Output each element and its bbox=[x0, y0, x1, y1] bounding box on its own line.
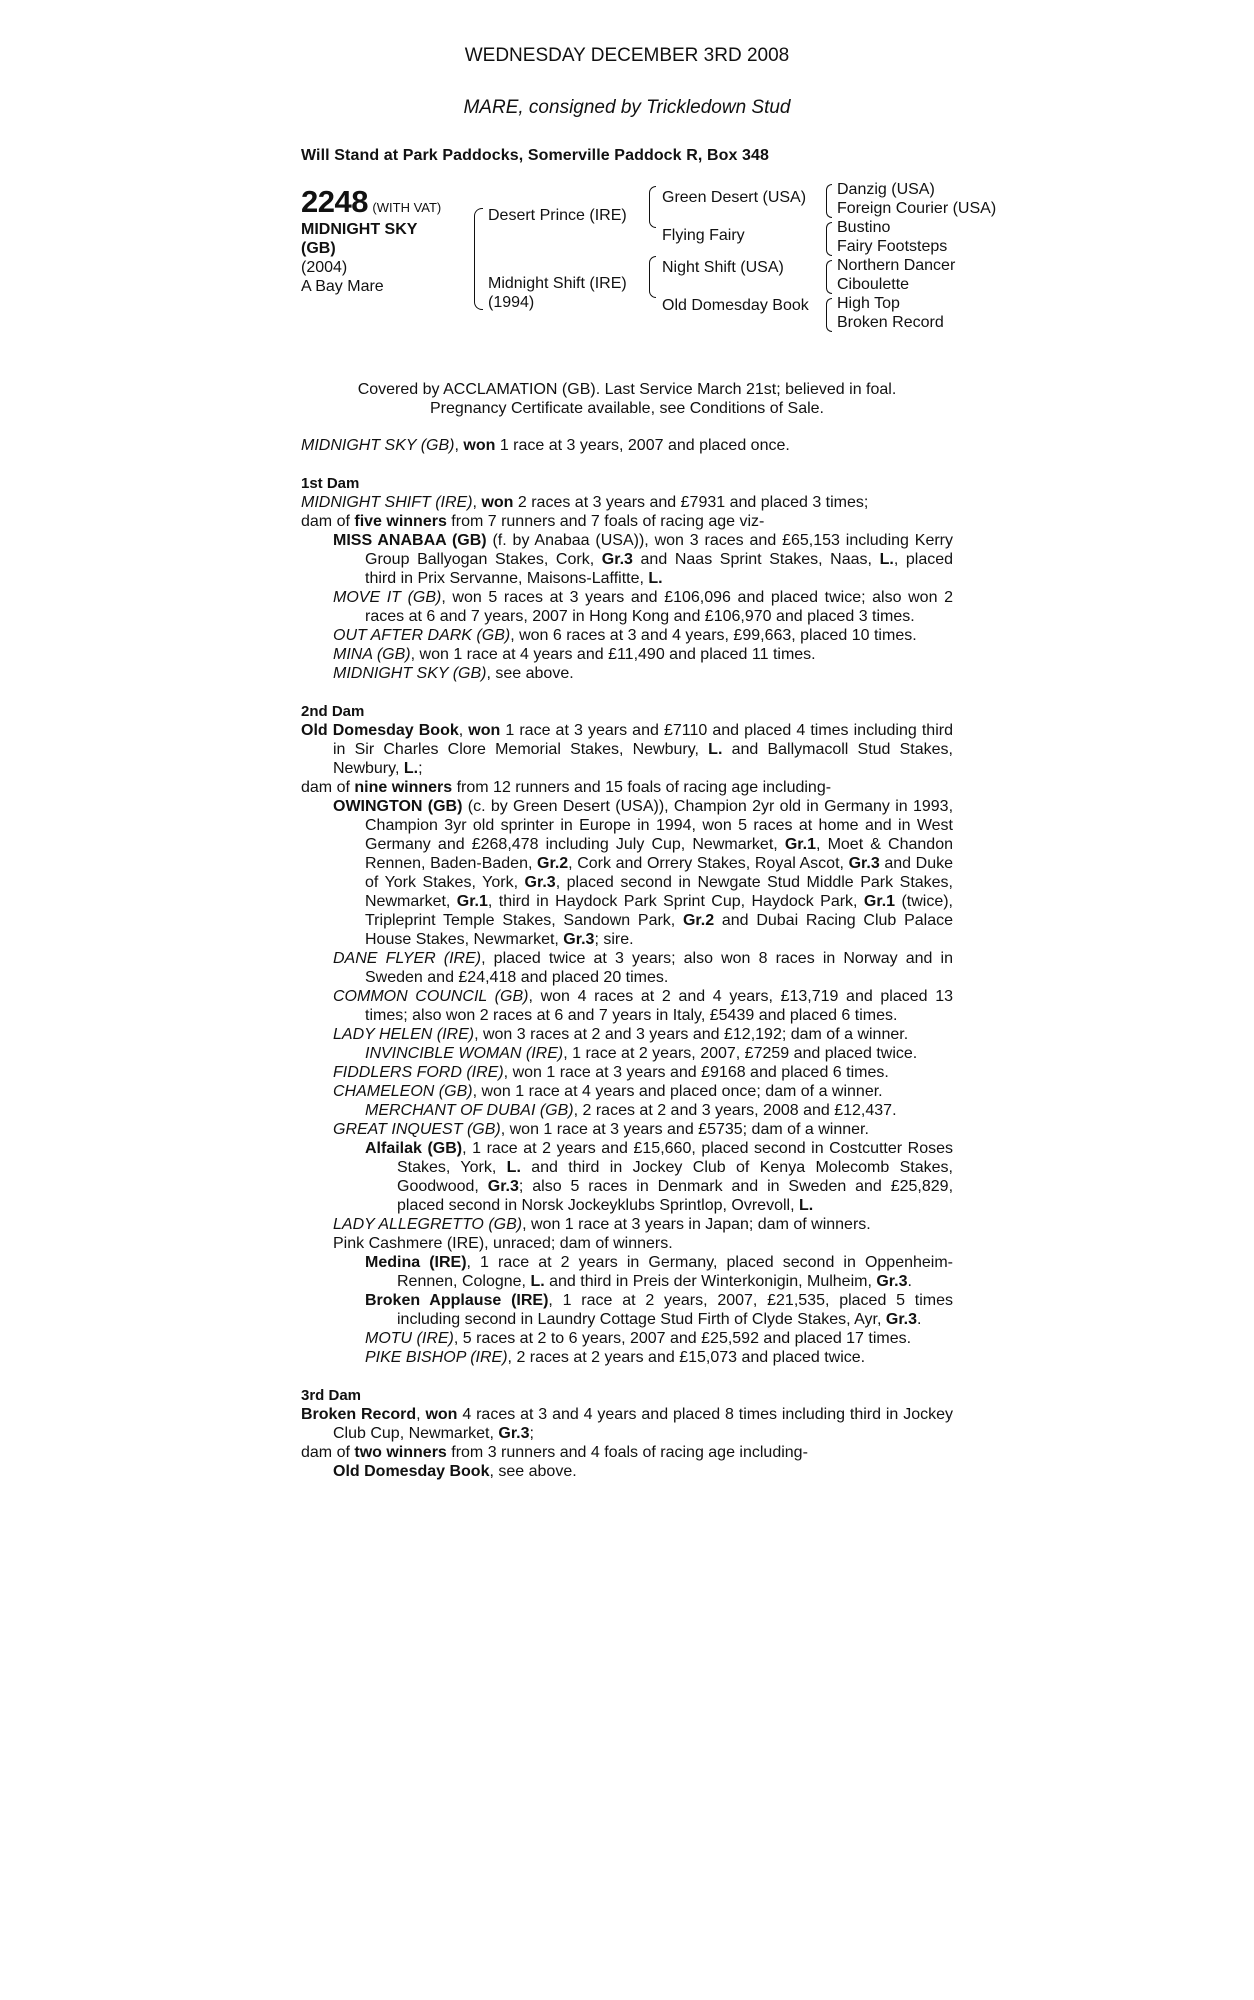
lot-heading bbox=[301, 186, 441, 218]
dam-year: (1994) bbox=[488, 294, 535, 311]
foal-text: and Duke of York Stakes, York, bbox=[365, 855, 953, 891]
dam-name: Old Domesday Book bbox=[301, 722, 459, 739]
dam-text: 2 races at 3 years and £7931 and placed 3 times; bbox=[513, 494, 869, 511]
foal-record bbox=[301, 949, 953, 987]
foal-text: , won 1 race at 4 years and £11,490 and placed 11 times. bbox=[410, 646, 816, 663]
first-dam-heading: 1st Dam bbox=[301, 475, 360, 492]
foal-text: . bbox=[917, 1311, 922, 1328]
third-dam-foal bbox=[301, 1462, 953, 1481]
pedigree-brace bbox=[826, 260, 832, 294]
dam-text: 4 races at 3 and 4 years and placed 8 times including third in Jockey Club Cup, Newmarket, bbox=[333, 1406, 954, 1442]
foal-text: , see above. bbox=[489, 1463, 577, 1480]
foal-text: L. bbox=[879, 551, 894, 568]
first-dam-produce bbox=[301, 512, 953, 531]
foal-record bbox=[301, 1234, 953, 1253]
foal-text: , won 1 race at 3 years and £9168 and placed 6 times. bbox=[503, 1064, 889, 1081]
foal-record bbox=[301, 1215, 953, 1234]
foal-text: , won 1 race at 4 years and placed once; dam of a winner. bbox=[472, 1083, 883, 1100]
foal-record bbox=[301, 1139, 953, 1215]
foal-record bbox=[301, 531, 953, 588]
listed-label: L. bbox=[708, 741, 723, 758]
foal-record bbox=[301, 1063, 953, 1082]
first-dam-record: MIDNIGHT SHIFT (IRE), won 2 races at 3 years and £7931 and placed 3 times; bbox=[301, 494, 869, 511]
covering-note bbox=[301, 380, 953, 418]
foal-text: , won 1 race at 3 years and £5735; dam of a winner. bbox=[500, 1121, 869, 1138]
foal-text: , won 5 races at 3 years and £106,096 and placed twice; also won 2 races at 6 and 7 years, 2007 in Hong Kong and £106,970 and placed 3 times. bbox=[365, 589, 954, 625]
foal-text: and third in Jockey Club of Kenya Molecomb Stakes, Goodwood, bbox=[397, 1159, 953, 1195]
dam-text: ; bbox=[418, 760, 423, 777]
foal-text: , placed second in Newgate Stud Middle Park Stakes, Newmarket, bbox=[365, 874, 953, 910]
pedigree-brace bbox=[649, 186, 656, 228]
foal-name: MISS ANABAA (GB) bbox=[333, 532, 487, 549]
foal-name: CHAMELEON (GB) bbox=[333, 1083, 473, 1100]
foal-record bbox=[301, 1329, 953, 1348]
sale-date: WEDNESDAY DECEMBER 3RD 2008 bbox=[464, 45, 790, 66]
foal-name: MERCHANT OF DUBAI (GB) bbox=[365, 1102, 574, 1119]
foal-name: FIDDLERS FORD (IRE) bbox=[333, 1064, 504, 1081]
third-dam-produce bbox=[301, 1443, 953, 1462]
foal-name: LADY HELEN (IRE) bbox=[333, 1026, 475, 1043]
consignor-line: MARE, consigned by Trickledown Stud bbox=[463, 97, 791, 118]
foal-text: and Naas Sprint Stakes, Naas, bbox=[632, 551, 880, 568]
second-dam-record: Old Domesday Book, won 1 race at 3 years and £7110 and placed 4 times including third in Sir Charles Clore Memorial Stakes, Newbury, L. and Ballymacoll Stud Stakes, Newbury, L.; bbox=[301, 722, 953, 777]
foal-name: LADY ALLEGRETTO (GB) bbox=[333, 1216, 523, 1233]
foal-name: Old Domesday Book bbox=[333, 1463, 490, 1480]
foal-record bbox=[301, 1291, 953, 1329]
foal-text: ; sire. bbox=[594, 931, 634, 948]
foal-record bbox=[301, 626, 953, 645]
gg-1: Danzig (USA) bbox=[837, 181, 935, 198]
horse-description: A Bay Mare bbox=[301, 278, 384, 295]
pedigree-brace bbox=[826, 184, 832, 218]
foal-text: (twice), Tripleprint Temple Stakes, Sandown Park, bbox=[365, 893, 954, 929]
intro-text: 1 race at 3 years, 2007 and placed once. bbox=[495, 437, 790, 454]
dam-of-label: dam of bbox=[301, 779, 355, 796]
second-dam-produce bbox=[301, 778, 953, 797]
foal-name: INVINCIBLE WOMAN (IRE) bbox=[365, 1045, 564, 1062]
produce-record bbox=[301, 436, 953, 1481]
covering-line: Covered by ACCLAMATION (GB). Last Service March 21st; believed in foal. bbox=[357, 381, 897, 398]
winners-count: two winners bbox=[354, 1444, 447, 1461]
foal-text: (c. by Green Desert (USA)), Champion 2yr old in Germany in 1993, Champion 3yr old sprinter in Europe in 1994, won 5 races at home and in West Germany and £268,478 including July Cup, Newmarket, bbox=[365, 798, 954, 853]
horse-name: MIDNIGHT SKY bbox=[301, 221, 418, 238]
foal-text: Gr.3 bbox=[876, 1273, 908, 1290]
foal-text: , won 6 races at 3 and 4 years, £99,663, placed 10 times. bbox=[510, 627, 917, 644]
horse-year: (2004) bbox=[301, 259, 348, 276]
foal-name: Pink Cashmere (IRE), unraced; dam of winners. bbox=[333, 1235, 673, 1252]
foal-record bbox=[301, 1044, 953, 1063]
foal-record bbox=[301, 664, 953, 683]
foal-name: MINA (GB) bbox=[333, 646, 411, 663]
foal-text: , won 4 races at 2 and 4 years, £13,719 and placed 13 times; also won 2 races at 6 and 7 years in Italy, £5439 and placed 6 times. bbox=[365, 988, 954, 1024]
foal-text: Gr.3 bbox=[848, 855, 880, 872]
foal-text: L. bbox=[798, 1197, 814, 1214]
foal-name: OWINGTON (GB) bbox=[333, 798, 463, 815]
third-dam-heading: 3rd Dam bbox=[301, 1387, 362, 1404]
foal-text: (f. by Anabaa (USA)), won 3 races and £65,153 including Kerry Group Ballyogan Stakes, Cork, bbox=[365, 532, 953, 568]
foal-name: GREAT INQUEST (GB) bbox=[333, 1121, 501, 1138]
listed-label: L. bbox=[403, 760, 419, 777]
foal-text: L. bbox=[506, 1159, 521, 1176]
foal-text: . bbox=[907, 1273, 912, 1290]
foal-text: Gr.3 bbox=[487, 1178, 519, 1195]
foal-text: ; also 5 races in Denmark and in Sweden and £25,829, placed second in Norsk Jockeyklubs Sprintlop, Ovrevoll, bbox=[397, 1178, 954, 1214]
foal-name: Broken Applause (IRE) bbox=[365, 1292, 549, 1309]
foal-name: COMMON COUNCIL (GB) bbox=[333, 988, 529, 1005]
pedigree-brace bbox=[649, 256, 656, 298]
foal-text: , 1 race at 2 years and £15,660, placed second in Costcutter Roses Stakes, York, bbox=[397, 1140, 953, 1176]
gg-3: Bustino bbox=[837, 219, 891, 236]
foal-text: , 2 races at 2 and 3 years, 2008 and £12,437. bbox=[573, 1102, 897, 1119]
pedigree-brace bbox=[474, 208, 483, 310]
foal-record bbox=[301, 1120, 953, 1139]
foal-text: , placed third in Prix Servanne, Maisons-Laffitte, bbox=[365, 551, 954, 587]
foal-text: Gr.1 bbox=[784, 836, 816, 853]
won-label: won bbox=[425, 1406, 458, 1423]
winners-count: nine winners bbox=[354, 779, 453, 796]
second-dam-heading: 2nd Dam bbox=[301, 703, 365, 720]
produce-text: from 7 runners and 7 foals of racing age viz- bbox=[446, 513, 765, 530]
second-dam-foals bbox=[301, 797, 953, 1367]
foal-text: and third in Preis der Winterkonigin, Mulheim, bbox=[544, 1273, 877, 1290]
gg-7: High Top bbox=[837, 295, 900, 312]
foal-name: Medina (IRE) bbox=[365, 1254, 467, 1271]
foal-text: , see above. bbox=[486, 665, 574, 682]
foal-text: , placed twice at 3 years; also won 8 races in Norway and in Sweden and £24,418 and placed 20 times. bbox=[365, 950, 953, 986]
dam: Midnight Shift (IRE) bbox=[488, 275, 627, 292]
third-dam-record: Broken Record, won 4 races at 3 and 4 years and placed 8 times including third in Jockey Club Cup, Newmarket, Gr.3; bbox=[301, 1406, 954, 1442]
intro-paragraph: MIDNIGHT SKY (GB), won 1 race at 3 years, 2007 and placed once. bbox=[301, 437, 790, 454]
foal-text: Gr.2 bbox=[537, 855, 569, 872]
group-label: Gr.3 bbox=[498, 1425, 530, 1442]
first-dam-foals bbox=[301, 531, 953, 683]
foal-record bbox=[301, 588, 953, 626]
dam-text: 1 race at 3 years and £7110 and placed 4 times including third in Sir Charles Clore Memorial Stakes, Newbury, bbox=[333, 722, 953, 758]
pedigree-table bbox=[301, 181, 997, 386]
certificate-line: Pregnancy Certificate available, see Conditions of Sale. bbox=[430, 400, 824, 417]
produce-text: from 12 runners and 15 foals of racing age including- bbox=[452, 779, 832, 796]
produce-text: from 3 runners and 4 foals of racing age including- bbox=[446, 1444, 808, 1461]
pedigree-brace bbox=[826, 298, 832, 332]
dam-name: Broken Record bbox=[301, 1406, 417, 1423]
foal-record bbox=[301, 987, 953, 1025]
foal-text: , 1 race at 2 years, 2007, £7259 and placed twice. bbox=[563, 1045, 918, 1062]
foal-name: MIDNIGHT SKY (GB) bbox=[333, 665, 487, 682]
dam-name: MIDNIGHT SHIFT (IRE) bbox=[301, 494, 473, 511]
gg-4: Fairy Footsteps bbox=[837, 238, 948, 255]
foal-record bbox=[301, 1253, 953, 1291]
foal-name: OUT AFTER DARK (GB) bbox=[333, 627, 511, 644]
dam-dam: Old Domesday Book bbox=[662, 297, 809, 314]
foal-text: , 2 races at 2 years and £15,073 and placed twice. bbox=[507, 1349, 866, 1366]
foal-text: Gr.1 bbox=[456, 893, 488, 910]
foal-record bbox=[301, 1101, 953, 1120]
foal-text: , won 1 race at 3 years in Japan; dam of winners. bbox=[522, 1216, 871, 1233]
sire: Desert Prince (IRE) bbox=[488, 207, 627, 224]
dam-text: and Ballymacoll Stud Stakes, Newbury, bbox=[333, 741, 953, 777]
foal-name: PIKE BISHOP (IRE) bbox=[365, 1349, 508, 1366]
foal-name: Alfailak (GB) bbox=[365, 1140, 463, 1157]
foal-text: Gr.3 bbox=[885, 1311, 918, 1328]
foal-text: , 1 race at 2 years in Germany, placed second in Oppenheim-Rennen, Cologne, bbox=[397, 1254, 954, 1290]
foal-text: , won 3 races at 2 and 3 years and £12,192; dam of a winner. bbox=[474, 1026, 909, 1043]
foal-text: , third in Haydock Park Sprint Cup, Haydock Park, bbox=[487, 893, 864, 910]
vat-note: (WITH VAT) bbox=[372, 200, 442, 215]
gg-8: Broken Record bbox=[837, 314, 944, 331]
foal-record bbox=[301, 1348, 953, 1367]
foal-text: L. bbox=[530, 1273, 545, 1290]
foal-name: MOVE IT (GB) bbox=[333, 589, 442, 606]
winners-count: five winners bbox=[354, 513, 447, 530]
foal-record bbox=[301, 797, 953, 949]
won-label: won bbox=[463, 437, 496, 454]
dam-of-label: dam of bbox=[301, 513, 355, 530]
lot-number: 2248 bbox=[301, 184, 368, 219]
dam-sire: Night Shift (USA) bbox=[662, 259, 784, 276]
foal-text: Gr.3 bbox=[563, 931, 595, 948]
foal-text: Gr.3 bbox=[524, 874, 556, 891]
foal-record bbox=[301, 1025, 953, 1044]
horse-suffix: (GB) bbox=[301, 240, 336, 257]
dam-of-label: dam of bbox=[301, 1444, 355, 1461]
sire-sire: Green Desert (USA) bbox=[662, 189, 807, 206]
foal-text: , 1 race at 2 years, 2007, £21,535, placed 5 times including second in Laundry Cottage Stud Firth of Clyde Stakes, Ayr, bbox=[397, 1292, 954, 1328]
horse-ref: MIDNIGHT SKY (GB) bbox=[301, 437, 455, 454]
foal-name: MOTU (IRE) bbox=[365, 1330, 454, 1347]
foal-text: Gr.3 bbox=[601, 551, 633, 568]
foal-text: , 5 races at 2 to 6 years, 2007 and £25,592 and placed 17 times. bbox=[453, 1330, 912, 1347]
pedigree-brace bbox=[826, 222, 832, 256]
foal-text: and Dubai Racing Club Palace House Stakes, Newmarket, bbox=[365, 912, 953, 948]
foal-text: Gr.1 bbox=[863, 893, 896, 910]
stand-location: Will Stand at Park Paddocks, Somerville Paddock R, Box 348 bbox=[301, 147, 770, 164]
foal-text: , Moet & Chandon Rennen, Baden-Baden, bbox=[365, 836, 954, 872]
foal-text: L. bbox=[648, 570, 663, 587]
foal-text: Gr.2 bbox=[682, 912, 715, 929]
sire-dam: Flying Fairy bbox=[662, 227, 745, 244]
won-label: won bbox=[468, 722, 501, 739]
foal-record bbox=[301, 1082, 953, 1101]
gg-2: Foreign Courier (USA) bbox=[837, 200, 997, 217]
gg-5: Northern Dancer bbox=[837, 257, 956, 274]
foal-name: DANE FLYER (IRE) bbox=[333, 950, 482, 967]
dam-text: ; bbox=[529, 1425, 534, 1442]
foal-record bbox=[301, 645, 953, 664]
gg-6: Ciboulette bbox=[837, 276, 910, 293]
won-label: won bbox=[481, 494, 514, 511]
foal-text: , Cork and Orrery Stakes, Royal Ascot, bbox=[568, 855, 849, 872]
